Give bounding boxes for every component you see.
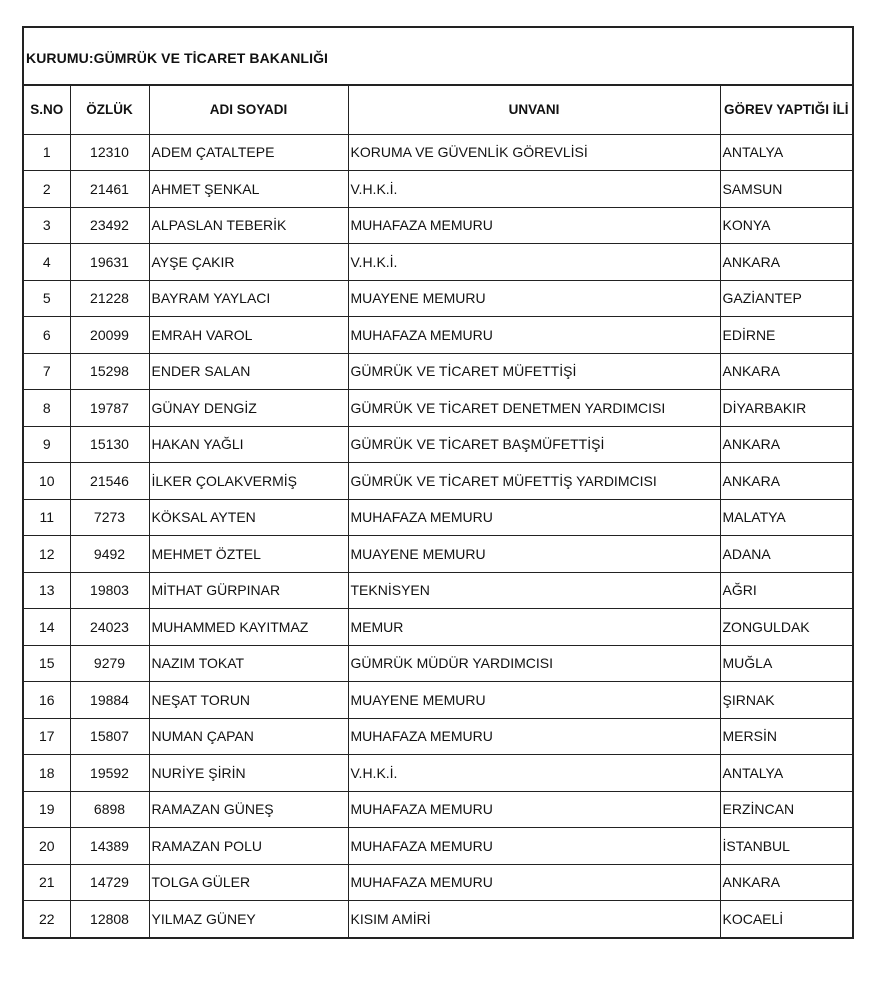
cell-ozluk: 19884 xyxy=(70,682,149,719)
cell-city: MUĞLA xyxy=(720,645,852,682)
personnel-list-sheet xyxy=(22,26,854,939)
cell-ozluk: 19803 xyxy=(70,572,149,609)
cell-title: MUHAFAZA MEMURU xyxy=(348,791,720,828)
cell-city: ANKARA xyxy=(720,864,852,901)
cell-ozluk: 19592 xyxy=(70,755,149,792)
cell-ozluk: 21546 xyxy=(70,463,149,500)
cell-city: ERZİNCAN xyxy=(720,791,852,828)
cell-name: KÖKSAL AYTEN xyxy=(149,499,348,536)
cell-city: KONYA xyxy=(720,207,852,244)
cell-title: MUHAFAZA MEMURU xyxy=(348,317,720,354)
cell-name: BAYRAM YAYLACI xyxy=(149,280,348,317)
table-row xyxy=(24,317,852,354)
cell-title: MUHAFAZA MEMURU xyxy=(348,499,720,536)
cell-ozluk: 15807 xyxy=(70,718,149,755)
cell-city: EDİRNE xyxy=(720,317,852,354)
cell-sno: 12 xyxy=(24,536,70,573)
table-row xyxy=(24,864,852,901)
cell-title: MUAYENE MEMURU xyxy=(348,536,720,573)
column-header-city: GÖREV YAPTIĞI İLİ xyxy=(720,86,852,134)
cell-name: GÜNAY DENGİZ xyxy=(149,390,348,427)
cell-title: GÜMRÜK MÜDÜR YARDIMCISI xyxy=(348,645,720,682)
cell-ozluk: 12310 xyxy=(70,134,149,171)
table-row xyxy=(24,901,852,938)
table-row xyxy=(24,828,852,865)
cell-sno: 2 xyxy=(24,171,70,208)
cell-name: NUMAN ÇAPAN xyxy=(149,718,348,755)
cell-name: MİTHAT GÜRPINAR xyxy=(149,572,348,609)
cell-sno: 16 xyxy=(24,682,70,719)
cell-title: KORUMA VE GÜVENLİK GÖREVLİSİ xyxy=(348,134,720,171)
cell-title: MUAYENE MEMURU xyxy=(348,682,720,719)
cell-title: V.H.K.İ. xyxy=(348,244,720,281)
cell-name: ALPASLAN TEBERİK xyxy=(149,207,348,244)
cell-sno: 9 xyxy=(24,426,70,463)
cell-title: TEKNİSYEN xyxy=(348,572,720,609)
cell-sno: 19 xyxy=(24,791,70,828)
cell-sno: 11 xyxy=(24,499,70,536)
cell-name: ADEM ÇATALTEPE xyxy=(149,134,348,171)
table-row xyxy=(24,353,852,390)
cell-ozluk: 19787 xyxy=(70,390,149,427)
cell-name: AHMET ŞENKAL xyxy=(149,171,348,208)
cell-name: ENDER SALAN xyxy=(149,353,348,390)
cell-sno: 21 xyxy=(24,864,70,901)
cell-city: ANKARA xyxy=(720,426,852,463)
cell-ozluk: 12808 xyxy=(70,901,149,938)
cell-sno: 20 xyxy=(24,828,70,865)
cell-sno: 13 xyxy=(24,572,70,609)
table-row xyxy=(24,134,852,171)
cell-sno: 10 xyxy=(24,463,70,500)
cell-sno: 14 xyxy=(24,609,70,646)
cell-sno: 6 xyxy=(24,317,70,354)
cell-name: EMRAH VAROL xyxy=(149,317,348,354)
cell-city: ANKARA xyxy=(720,353,852,390)
column-header-name: ADI SOYADI xyxy=(149,86,348,134)
cell-title: GÜMRÜK VE TİCARET MÜFETTİŞ YARDIMCISI xyxy=(348,463,720,500)
table-row xyxy=(24,645,852,682)
cell-name: RAMAZAN POLU xyxy=(149,828,348,865)
cell-city: GAZİANTEP xyxy=(720,280,852,317)
cell-name: İLKER ÇOLAKVERMİŞ xyxy=(149,463,348,500)
organization-title: KURUMU:GÜMRÜK VE TİCARET BAKANLIĞI xyxy=(24,28,852,86)
column-header-sno: S.NO xyxy=(24,86,70,134)
cell-ozluk: 7273 xyxy=(70,499,149,536)
cell-name: NEŞAT TORUN xyxy=(149,682,348,719)
cell-title: MUHAFAZA MEMURU xyxy=(348,864,720,901)
cell-name: HAKAN YAĞLI xyxy=(149,426,348,463)
table-row xyxy=(24,390,852,427)
cell-ozluk: 6898 xyxy=(70,791,149,828)
cell-ozluk: 9279 xyxy=(70,645,149,682)
cell-ozluk: 19631 xyxy=(70,244,149,281)
cell-ozluk: 21461 xyxy=(70,171,149,208)
cell-ozluk: 23492 xyxy=(70,207,149,244)
cell-name: NAZIM TOKAT xyxy=(149,645,348,682)
cell-title: V.H.K.İ. xyxy=(348,755,720,792)
table-row xyxy=(24,426,852,463)
table-row xyxy=(24,280,852,317)
table-row xyxy=(24,499,852,536)
cell-sno: 17 xyxy=(24,718,70,755)
cell-sno: 3 xyxy=(24,207,70,244)
table-row xyxy=(24,536,852,573)
cell-city: ANTALYA xyxy=(720,134,852,171)
table-row xyxy=(24,207,852,244)
cell-sno: 8 xyxy=(24,390,70,427)
cell-sno: 18 xyxy=(24,755,70,792)
cell-ozluk: 15298 xyxy=(70,353,149,390)
table-row xyxy=(24,171,852,208)
cell-city: SAMSUN xyxy=(720,171,852,208)
cell-title: GÜMRÜK VE TİCARET DENETMEN YARDIMCISI xyxy=(348,390,720,427)
cell-city: ZONGULDAK xyxy=(720,609,852,646)
cell-name: AYŞE ÇAKIR xyxy=(149,244,348,281)
table-row xyxy=(24,463,852,500)
cell-title: KISIM AMİRİ xyxy=(348,901,720,938)
cell-city: ANKARA xyxy=(720,244,852,281)
cell-name: MUHAMMED KAYITMAZ xyxy=(149,609,348,646)
table-row xyxy=(24,682,852,719)
table-row xyxy=(24,244,852,281)
column-header-ozluk: ÖZLÜK xyxy=(70,86,149,134)
cell-city: DİYARBAKIR xyxy=(720,390,852,427)
cell-city: ANTALYA xyxy=(720,755,852,792)
cell-name: NURİYE ŞİRİN xyxy=(149,755,348,792)
cell-name: YILMAZ GÜNEY xyxy=(149,901,348,938)
cell-sno: 22 xyxy=(24,901,70,938)
table-header-row xyxy=(24,86,852,134)
table-row xyxy=(24,791,852,828)
cell-ozluk: 21228 xyxy=(70,280,149,317)
cell-ozluk: 14729 xyxy=(70,864,149,901)
cell-city: MERSİN xyxy=(720,718,852,755)
cell-sno: 4 xyxy=(24,244,70,281)
cell-sno: 5 xyxy=(24,280,70,317)
cell-title: V.H.K.İ. xyxy=(348,171,720,208)
cell-ozluk: 14389 xyxy=(70,828,149,865)
cell-title: MEMUR xyxy=(348,609,720,646)
cell-title: MUHAFAZA MEMURU xyxy=(348,718,720,755)
cell-title: GÜMRÜK VE TİCARET BAŞMÜFETTİŞİ xyxy=(348,426,720,463)
cell-ozluk: 20099 xyxy=(70,317,149,354)
personnel-table xyxy=(24,86,852,937)
cell-city: AĞRI xyxy=(720,572,852,609)
cell-title: MUAYENE MEMURU xyxy=(348,280,720,317)
cell-title: MUHAFAZA MEMURU xyxy=(348,828,720,865)
cell-city: İSTANBUL xyxy=(720,828,852,865)
table-row xyxy=(24,755,852,792)
cell-city: KOCAELİ xyxy=(720,901,852,938)
cell-city: ANKARA xyxy=(720,463,852,500)
cell-ozluk: 9492 xyxy=(70,536,149,573)
column-header-title: UNVANI xyxy=(348,86,720,134)
cell-sno: 1 xyxy=(24,134,70,171)
cell-city: ADANA xyxy=(720,536,852,573)
table-row xyxy=(24,609,852,646)
cell-sno: 15 xyxy=(24,645,70,682)
cell-city: ŞIRNAK xyxy=(720,682,852,719)
table-row xyxy=(24,572,852,609)
cell-name: MEHMET ÖZTEL xyxy=(149,536,348,573)
cell-title: GÜMRÜK VE TİCARET MÜFETTİŞİ xyxy=(348,353,720,390)
cell-ozluk: 15130 xyxy=(70,426,149,463)
table-row xyxy=(24,718,852,755)
cell-sno: 7 xyxy=(24,353,70,390)
cell-title: MUHAFAZA MEMURU xyxy=(348,207,720,244)
cell-city: MALATYA xyxy=(720,499,852,536)
cell-name: TOLGA GÜLER xyxy=(149,864,348,901)
cell-name: RAMAZAN GÜNEŞ xyxy=(149,791,348,828)
cell-ozluk: 24023 xyxy=(70,609,149,646)
